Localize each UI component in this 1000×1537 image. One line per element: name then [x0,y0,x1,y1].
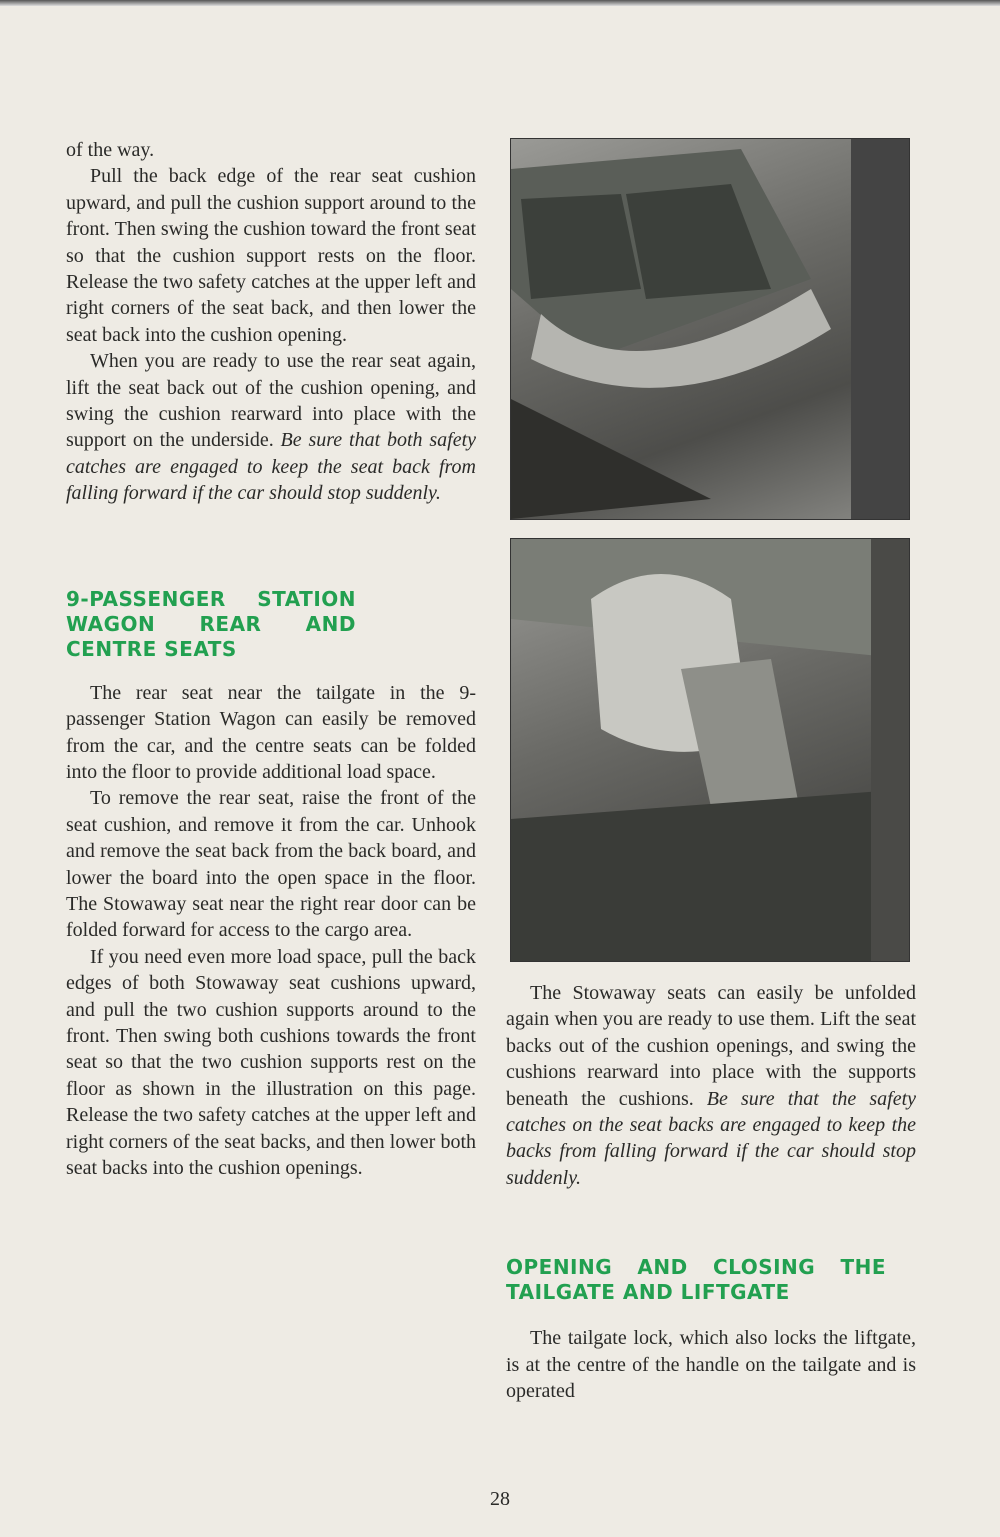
paragraph-text: The Stowaway seats can easily be unfolded again when you are ready to use them. Lift the seat backs out of the cushion openings, and swing the cushions rearward into place with the supports beneath the cushions. [506,982,916,1110]
photo-seats-folded [510,138,910,520]
paragraph: of the way. [66,139,155,161]
page-number: 28 [490,1488,510,1510]
paragraph [506,980,916,1191]
paragraph: If you need even more load space, pull the back edges of both Stowaway seat cushions upward, and pull the two cushion supports around to the front. Then swing both cushions towards the front seat so that the two cushion supports rest on the floor as shown in the illustration on this page. Release the two safety catches at the upper left and right corners of the seat backs, and then lower both seat backs into the cushion openings. [66,945,476,1179]
paragraph [66,348,476,506]
paragraph-italic-text: Be sure that the safety catches on the seat backs are engaged to keep the backs from falling forward if the car should stop suddenly. [506,1087,917,1189]
paragraph: To remove the rear seat, raise the front of the seat cushion, and remove it from the car. Unhook and remove the seat back from the back board, and lower the board into the open space in the floor. The Stowaway seat near the right rear door can be folded forward for access to the cargo area. [66,787,476,942]
paragraph: The tailgate lock, which also locks the liftgate, is at the centre of the handle on the tailgate and is operated [506,1327,916,1403]
paragraph-italic-text: Be sure that both safety catches are engaged to keep the seat back from falling forward if the car should stop suddenly. [66,429,477,505]
section-heading: OPENING AND CLOSING THE TAILGATE AND LIFTGATE [506,1255,886,1305]
section-heading: 9-PASSENGER STATION WAGON REAR AND CENTRE SEATS [66,586,356,661]
left-column [66,137,476,1181]
scan-edge [0,0,1000,6]
paragraph: Pull the back edge of the rear seat cushion upward, and pull the cushion support around to the front. Then swing the cushion toward the front seat so that the cushion support rests on the floor. Release the two safety catches at the upper left and right corners of the seat back, and then lower the seat back into the cushion opening. [66,165,476,346]
right-column [506,980,916,1404]
paragraph-text: When you are ready to use the rear seat again, lift the seat back out of the cushion opening, and swing the cushion rearward into place with the support on the underside. [66,350,476,452]
paragraph: The rear seat near the tailgate in the 9-passenger Station Wagon can easily be removed from the car, and the centre seats can be folded into the floor to provide additional load space. [66,681,476,783]
photo-stowaway-seats [510,538,910,962]
